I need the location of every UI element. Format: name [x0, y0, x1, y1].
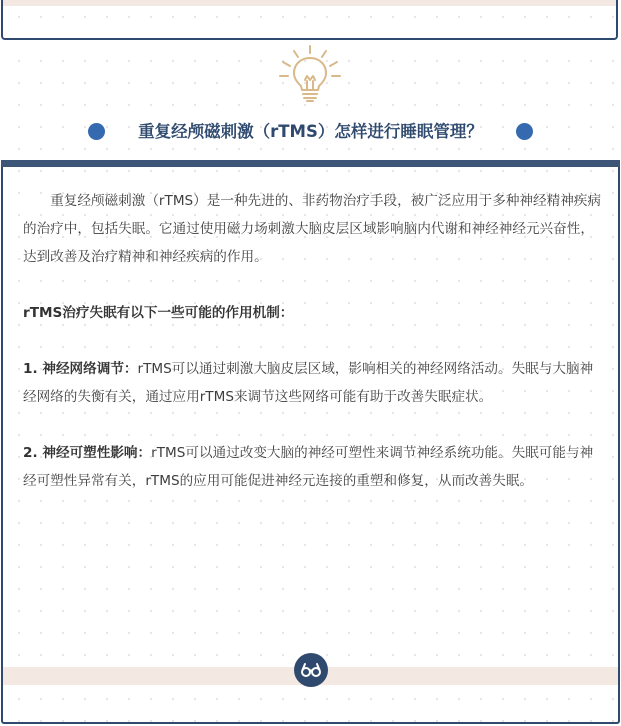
- heading-dot-right-icon: [516, 123, 533, 140]
- mechanisms-heading: rTMS治疗失眠有以下一些可能的作用机制：: [23, 305, 294, 321]
- heading-dot-left-icon: [88, 123, 105, 140]
- intro-paragraph: 重复经颅磁刺激（rTMS）是一种先进的、非药物治疗手段，被广泛应用于多种神经精神疾病的治疗中，包括失眠。它通过使用磁力场刺激大脑皮层区域影响脑内代谢和神经神经元兴奋性，达到改善及治疗精神和神经疾病的作用。: [23, 193, 601, 265]
- section-title: 重复经颅磁刺激（rTMS）怎样进行睡眠管理？: [138, 122, 483, 141]
- mechanism-item: [23, 439, 603, 495]
- article-body: [23, 187, 603, 523]
- lightbulb-icon: [276, 44, 344, 104]
- mechanism-text: rTMS可以通过改变大脑的神经可塑性来调节神经系统功能。失眠可能与神经可塑性异常有关，rTMS的应用可能促进神经元连接的重塑和修复，从而改善失眠。: [23, 445, 594, 489]
- content-card: [1, 160, 620, 724]
- previous-section-band: [3, 0, 616, 6]
- mechanism-title: 1. 神经网络调节：: [23, 361, 138, 377]
- section-heading: [0, 118, 621, 146]
- mechanism-text: rTMS可以通过刺激大脑皮层区域，影响相关的神经网络活动。失眠与大脑神经网络的失衡有关，通过应用rTMS来调节这些网络可能有助于改善失眠症状。: [23, 361, 594, 405]
- content-card-top-bar: [1, 160, 620, 167]
- glasses-icon: [299, 662, 323, 678]
- mechanism-item: [23, 355, 603, 411]
- mechanism-title: 2. 神经可塑性影响：: [23, 445, 152, 461]
- glasses-badge: [294, 653, 328, 687]
- previous-section-card: [1, 0, 618, 40]
